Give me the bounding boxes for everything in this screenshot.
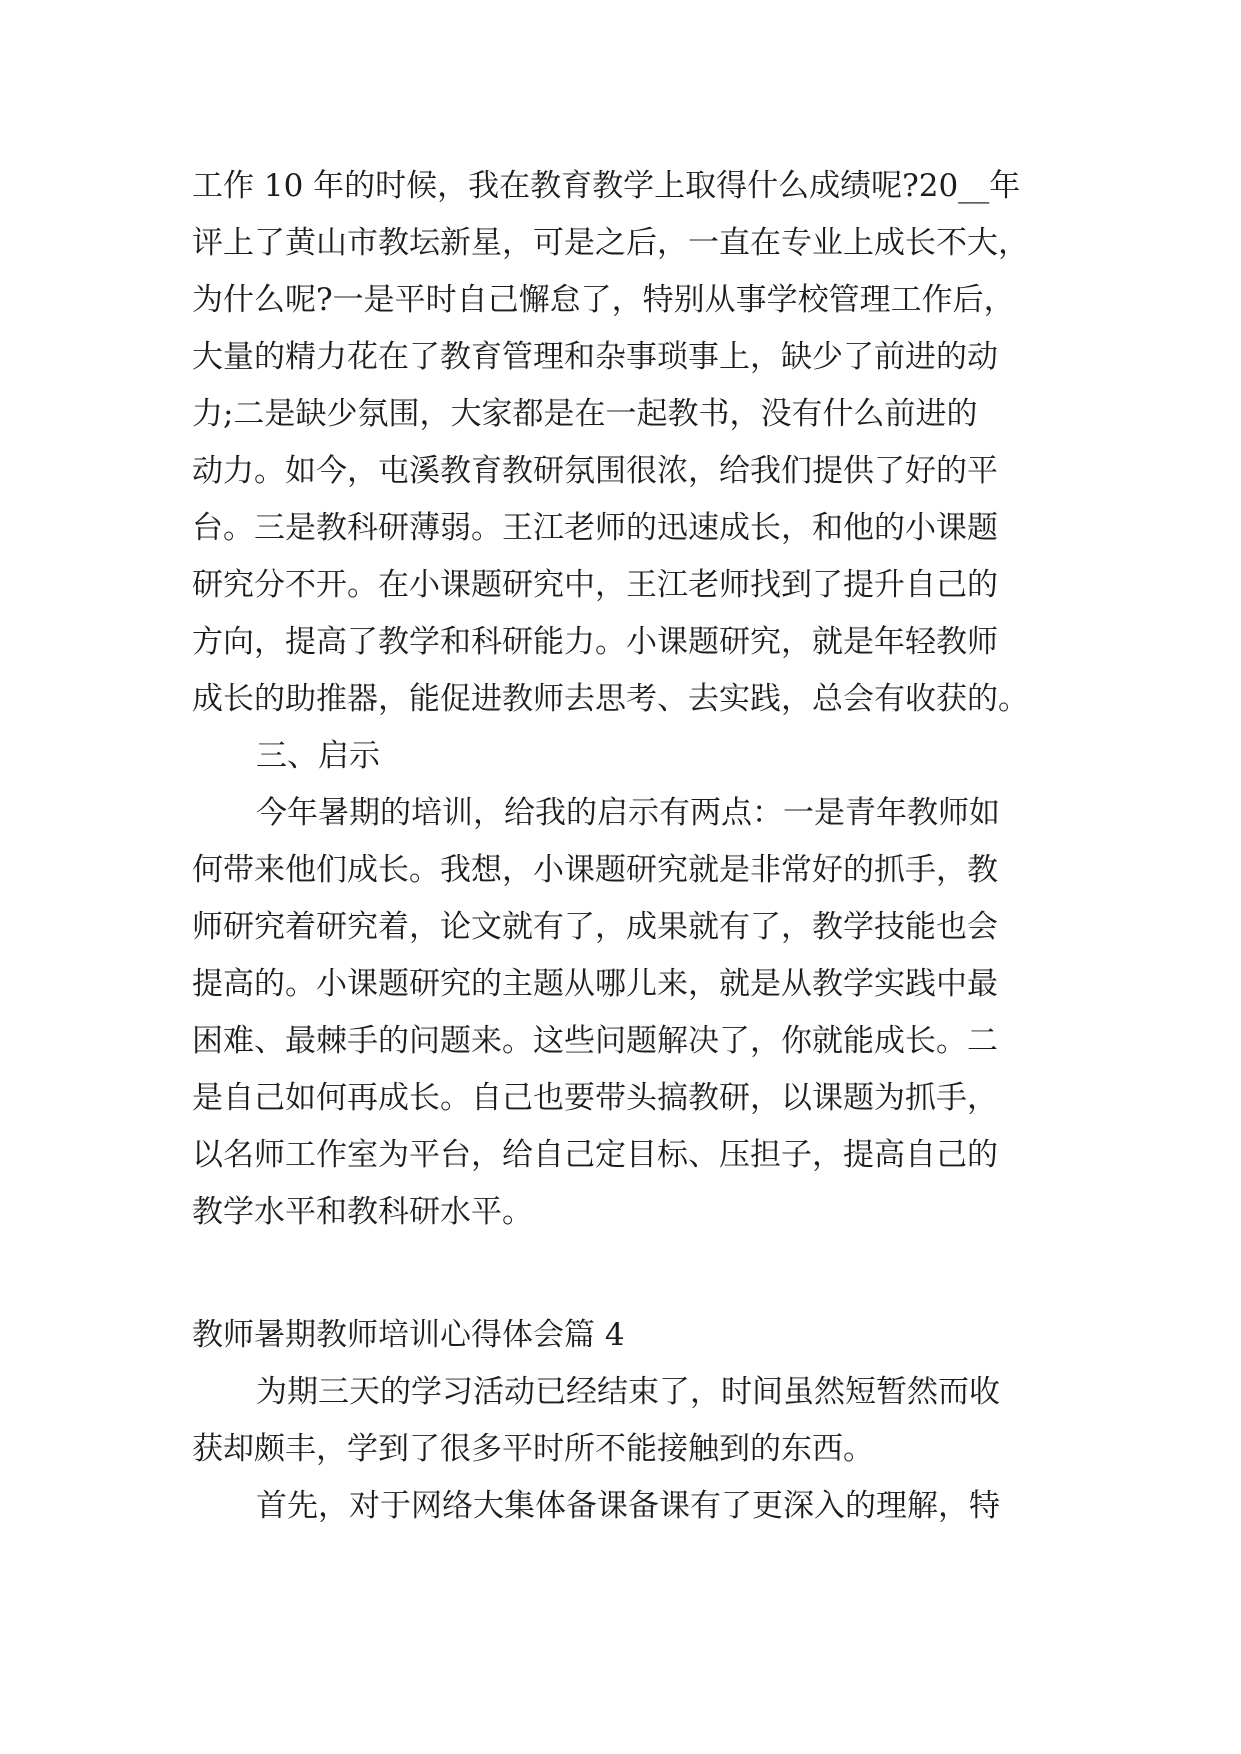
paragraph-line: 评上了黄山市教坛新星，可是之后，一直在专业上成长不大， xyxy=(192,225,1029,261)
paragraph-line: 力;二是缺少氛围，大家都是在一起教书，没有什么前进的 xyxy=(192,396,978,432)
paragraph-line: 方向，提高了教学和科研能力。小课题研究，就是年轻教师 xyxy=(192,624,998,660)
paragraph-line: 困难、最棘手的问题来。这些问题解决了，你就能成长。二 xyxy=(192,1023,998,1059)
paragraph-line: 工作 10 年的时候，我在教育教学上取得什么成绩呢?20__年 xyxy=(192,168,1021,204)
section-heading: 三、启示 xyxy=(256,738,380,774)
paragraph-line: 研究分不开。在小课题研究中，王江老师找到了提升自己的 xyxy=(192,567,998,603)
paragraph-line: 成长的助推器，能促进教师去思考、去实践，总会有收获的。 xyxy=(192,681,1029,717)
paragraph-line: 何带来他们成长。我想，小课题研究就是非常好的抓手，教 xyxy=(192,852,998,888)
paragraph-line: 教学水平和教科研水平。 xyxy=(192,1194,533,1230)
paragraph-line: 今年暑期的培训，给我的启示有两点：一是青年教师如 xyxy=(256,795,1000,831)
article-title: 教师暑期教师培训心得体会篇 4 xyxy=(192,1317,625,1353)
paragraph-line: 为什么呢?一是平时自己懈怠了，特别从事学校管理工作后， xyxy=(192,282,1015,318)
paragraph-line: 获却颇丰，学到了很多平时所不能接触到的东西。 xyxy=(192,1431,874,1467)
paragraph-line: 大量的精力花在了教育管理和杂事琐事上，缺少了前进的动 xyxy=(192,339,998,375)
paragraph-line: 首先，对于网络大集体备课备课有了更深入的理解，特 xyxy=(256,1488,1000,1524)
paragraph-line: 为期三天的学习活动已经结束了，时间虽然短暂然而收 xyxy=(256,1374,1000,1410)
paragraph-line: 台。三是教科研薄弱。王江老师的迅速成长，和他的小课题 xyxy=(192,510,998,546)
paragraph-line: 师研究着研究着，论文就有了，成果就有了，教学技能也会 xyxy=(192,909,998,945)
paragraph-line: 是自己如何再成长。自己也要带头搞教研，以课题为抓手， xyxy=(192,1080,998,1116)
paragraph-line: 以名师工作室为平台，给自己定目标、压担子，提高自己的 xyxy=(192,1137,998,1173)
paragraph-line: 动力。如今，屯溪教育教研氛围很浓，给我们提供了好的平 xyxy=(192,453,998,489)
paragraph-line: 提高的。小课题研究的主题从哪儿来，就是从教学实践中最 xyxy=(192,966,998,1002)
